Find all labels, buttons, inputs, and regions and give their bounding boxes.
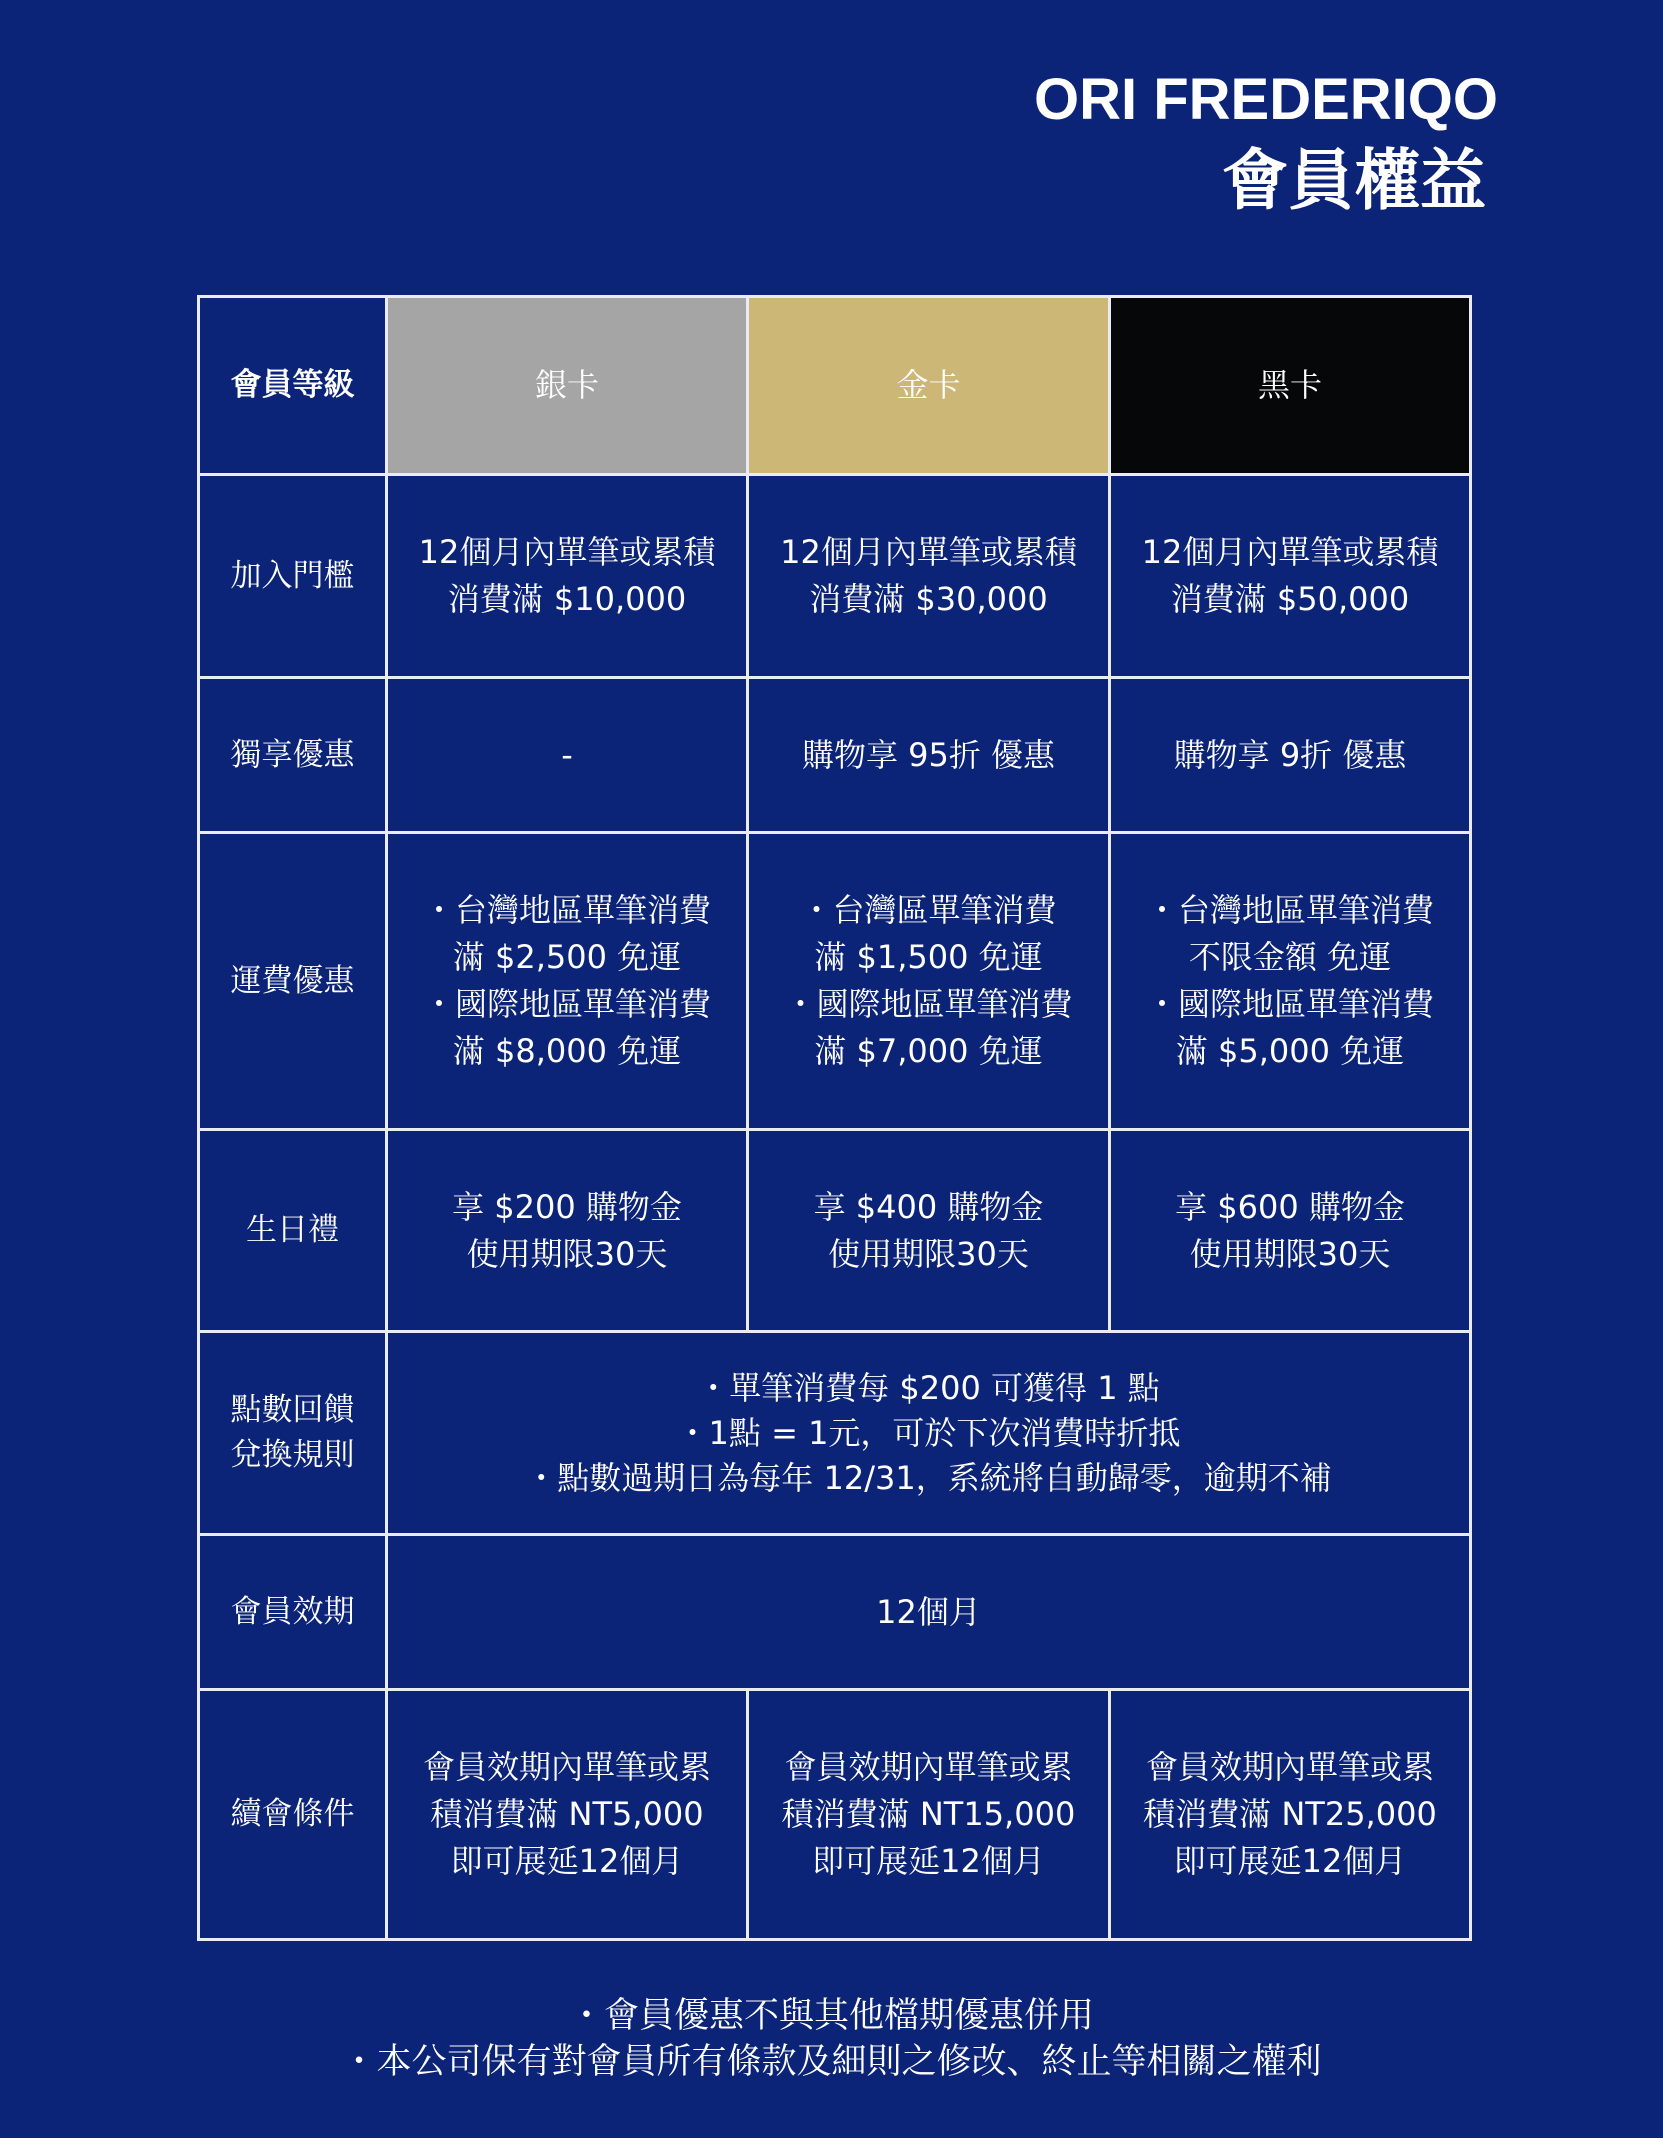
row-label: 加入門檻: [199, 475, 387, 678]
row-label: 獨享優惠: [199, 678, 387, 833]
tier-black-header: 黑卡: [1110, 297, 1471, 475]
page-title: 會員權益: [1222, 142, 1486, 219]
table-row-join-threshold: [199, 475, 1471, 678]
table-cell-merged: ・單筆消費每 $200 可獲得 1 點 ・1點 = 1元，可於下次消費時折抵 ・點數過期日為每年 12/31，系統將自動歸零，逾期不補: [387, 1332, 1471, 1535]
table-cell: 會員效期內單筆或累 積消費滿 NT15,000 即可展延12個月: [748, 1690, 1110, 1940]
table-cell: 12個月內單筆或累積 消費滿 $30,000: [748, 475, 1110, 678]
table-cell: ・台灣區單筆消費 滿 $1,500 免運 ・國際地區單筆消費 滿 $7,000 免運: [748, 833, 1110, 1130]
table-cell: -: [387, 678, 748, 833]
row-label: 點數回饋 兌換規則: [199, 1332, 387, 1535]
row-label: 續會條件: [199, 1690, 387, 1940]
tier-gold-header: 金卡: [748, 297, 1110, 475]
table-row-validity: [199, 1535, 1471, 1690]
brand-header: [1034, 66, 1498, 226]
table-cell: 會員效期內單筆或累 積消費滿 NT5,000 即可展延12個月: [387, 1690, 748, 1940]
footer-note: ・會員優惠不與其他檔期優惠併用: [568, 1996, 1094, 2036]
table-cell: 會員效期內單筆或累 積消費滿 NT25,000 即可展延12個月: [1110, 1690, 1471, 1940]
row-label: 運費優惠: [199, 833, 387, 1130]
table-cell: ・台灣地區單筆消費 不限金額 免運 ・國際地區單筆消費 滿 $5,000 免運: [1110, 833, 1471, 1130]
table-cell: 享 $200 購物金 使用期限30天: [387, 1130, 748, 1332]
brand-name: ORI FREDERIQO: [1033, 67, 1498, 132]
table-cell: 享 $400 購物金 使用期限30天: [748, 1130, 1110, 1332]
table-cell: 12個月內單筆或累積 消費滿 $50,000: [1110, 475, 1471, 678]
row-label: 會員效期: [199, 1535, 387, 1690]
table-cell: 享 $600 購物金 使用期限30天: [1110, 1130, 1471, 1332]
row-label-tier: 會員等級: [199, 297, 387, 475]
tier-header-row: [199, 297, 1471, 475]
table-cell-merged: 12個月: [387, 1535, 1471, 1690]
table-row-points: [199, 1332, 1471, 1535]
table-row-birthday-gift: [199, 1130, 1471, 1332]
table-cell: 購物享 9折 優惠: [1110, 678, 1471, 833]
table-row-shipping: [199, 833, 1471, 1130]
footer-notes: [0, 1993, 1663, 2085]
membership-benefits-table: [197, 295, 1472, 1941]
table-cell: 購物享 95折 優惠: [748, 678, 1110, 833]
table-cell: 12個月內單筆或累積 消費滿 $10,000: [387, 475, 748, 678]
tier-silver-header: 銀卡: [387, 297, 748, 475]
footer-note: ・本公司保有對會員所有條款及細則之修改、終止等相關之權利: [341, 2042, 1322, 2082]
table-row-exclusive-offer: [199, 678, 1471, 833]
table-cell: ・台灣地區單筆消費 滿 $2,500 免運 ・國際地區單筆消費 滿 $8,000 免運: [387, 833, 748, 1130]
table-row-renewal: [199, 1690, 1471, 1940]
row-label: 生日禮: [199, 1130, 387, 1332]
